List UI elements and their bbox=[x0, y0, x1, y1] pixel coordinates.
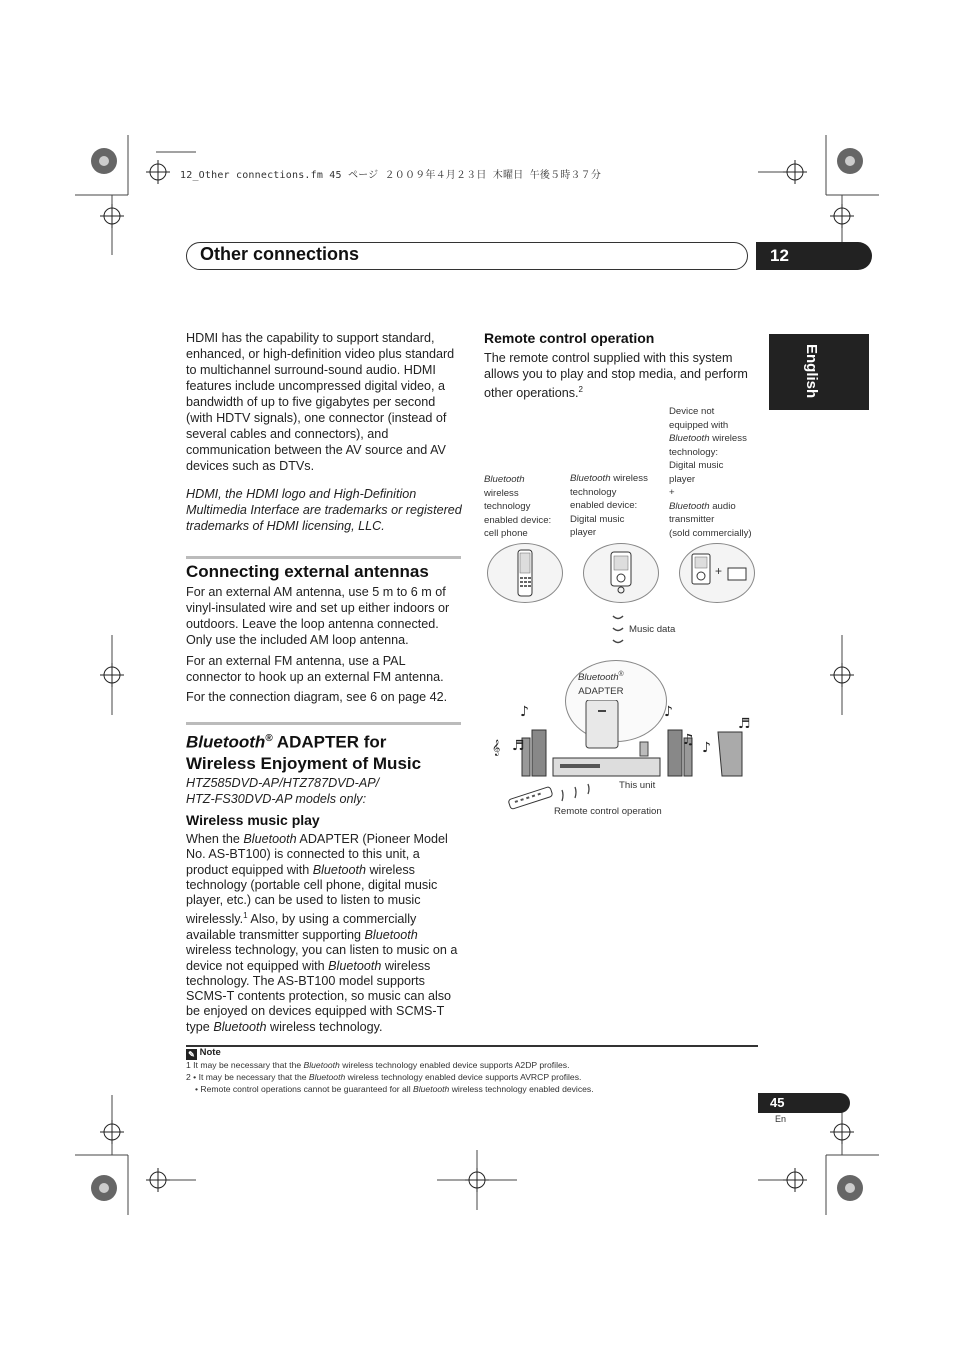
speaker-icon bbox=[668, 730, 682, 776]
bluetooth-term: Bluetooth bbox=[303, 1060, 340, 1070]
file-info-line: 12_Other connections.fm 45 ページ ２００９年４月２３日 木曜日 午後５時３７分 bbox=[180, 170, 602, 181]
wireless-text: ADAPTER (Pioneer Model No. AS-BT100) is connected to this unit, a product equipped with bbox=[186, 832, 448, 877]
footnote-text: wireless technology enabled device supports AVRCP profiles. bbox=[345, 1072, 582, 1082]
footnote-3 bbox=[195, 1084, 594, 1094]
wireless-text: Also, by using a commercially available transmitter supporting bbox=[186, 912, 417, 942]
footnote-ref: 2 bbox=[578, 385, 583, 394]
device1-label bbox=[484, 473, 551, 541]
wireless-heading: Wireless music play bbox=[186, 812, 320, 828]
footnote-1 bbox=[186, 1060, 569, 1070]
footnote-text: wireless technology enabled devices. bbox=[449, 1084, 594, 1094]
bluetooth-term: Bluetooth bbox=[213, 1019, 267, 1034]
label-line: transmitter bbox=[669, 514, 715, 525]
chapter-number: 12 bbox=[770, 246, 789, 265]
antennas-heading: Connecting external antennas bbox=[186, 562, 429, 581]
cell-phone-icon bbox=[488, 544, 562, 602]
hdmi-section bbox=[186, 330, 462, 542]
label-line: technology: bbox=[669, 446, 719, 458]
bluetooth-term: Bluetooth bbox=[364, 927, 418, 942]
footnote-number: 1 bbox=[186, 1060, 191, 1070]
antennas-para-2: For an external FM antenna, use a PAL connector to hook up an external FM antenna. bbox=[186, 654, 444, 684]
label-line: enabled device: bbox=[570, 500, 638, 511]
label-line: player bbox=[570, 527, 597, 538]
bluetooth-term: Bluetooth bbox=[308, 1072, 346, 1082]
label-line: wireless bbox=[709, 433, 747, 444]
subwoofer-icon bbox=[718, 732, 742, 776]
page-number: 45 bbox=[770, 1095, 785, 1110]
remote-paragraph bbox=[484, 350, 760, 401]
wireless-text: wireless technology. bbox=[266, 1019, 383, 1034]
footnote-text: It may be necessary that the bbox=[193, 1060, 304, 1070]
device2-label bbox=[570, 472, 648, 540]
speaker-icon bbox=[532, 730, 546, 776]
label-line: Digital music bbox=[570, 513, 625, 525]
wireless-text: When the bbox=[186, 832, 244, 846]
label-line: (sold commercially) bbox=[669, 527, 752, 539]
models-line-2: HTZ-FS30DVD-AP models only: bbox=[186, 792, 367, 806]
wireless-text: wireless technology (portable cell phone, digital music player, etc.) can be used to listen to music wirelessly. bbox=[186, 862, 438, 927]
wireless-text: wireless technology. The AS-BT100 model supports SCMS-T contents protection, so music can also be enjoyed on devices equipped with SCMS-T type bbox=[186, 958, 452, 1034]
plus-sign: + bbox=[715, 564, 723, 578]
bluetooth-term: Bluetooth bbox=[243, 832, 297, 846]
label-line: player bbox=[669, 473, 696, 485]
antennas-para-3: For the connection diagram, see 6 on page 42. bbox=[186, 690, 448, 704]
page-title: Other connections bbox=[200, 244, 360, 264]
footnote-number: 2 bbox=[186, 1072, 191, 1082]
svg-text:♫: ♫ bbox=[682, 732, 695, 748]
antennas-para-1: For an external AM antenna, use 5 m to 6 m of vinyl-insulated wire and set up either indoors or outdoors. Leave the loop antenna connected. Only use the included AM loop antenna. bbox=[186, 585, 450, 647]
music-player-circle bbox=[583, 543, 659, 603]
device3-label bbox=[669, 405, 752, 540]
bluetooth-heading bbox=[186, 728, 466, 774]
svg-text:♬: ♬ bbox=[738, 716, 751, 732]
label-line: Digital music bbox=[669, 460, 724, 471]
svg-text:♪: ♪ bbox=[702, 740, 711, 756]
bluetooth-term: Bluetooth bbox=[413, 1084, 450, 1094]
footnote-text: wireless technology enabled device supports A2DP profiles. bbox=[339, 1060, 570, 1070]
svg-text:♪: ♪ bbox=[664, 704, 673, 720]
footnote-ref: 1 bbox=[243, 911, 248, 921]
label-line: cell phone bbox=[484, 528, 528, 539]
bluetooth-term: Bluetooth bbox=[312, 862, 366, 877]
label-line: wireless bbox=[484, 487, 519, 499]
cell-phone-circle bbox=[487, 543, 563, 603]
label-line: Bluetooth bbox=[669, 433, 710, 444]
label-line: equipped with bbox=[669, 419, 729, 431]
signal-chevrons-icon bbox=[606, 612, 630, 652]
hdmi-trademark: HDMI, the HDMI logo and High-Definition Multimedia Interface are trademarks or registered trademarks of HDMI licensing, LLC. bbox=[186, 487, 462, 533]
note-pencil-icon: ✎ bbox=[186, 1049, 197, 1060]
section-divider bbox=[186, 722, 461, 725]
footnote-2 bbox=[186, 1072, 581, 1082]
label-line: Device not bbox=[669, 406, 715, 417]
footnote-text: • Remote control operations cannot be guaranteed for all bbox=[195, 1084, 413, 1094]
remote-heading: Remote control operation bbox=[484, 330, 655, 346]
bluetooth-term: Bluetooth bbox=[328, 958, 382, 973]
music-player-icon bbox=[584, 544, 658, 602]
wireless-paragraph bbox=[186, 832, 462, 1035]
footnote-text: • It may be necessary that the bbox=[193, 1072, 309, 1082]
registered-mark: ® bbox=[618, 671, 624, 678]
adapter-label-line: Bluetooth bbox=[578, 672, 619, 684]
wireless-text: wireless technology, you can listen to music on a device not equipped with bbox=[186, 943, 458, 973]
models-note bbox=[186, 775, 462, 807]
page-number-tab bbox=[758, 1093, 850, 1113]
hdmi-paragraph: HDMI has the capability to support standard, enhanced, or high-definition video plus standard to multichannel surround-sound audio. HDMI features include uncompressed digital video, a bandwidth of up to five gigabytes per second (with HDTV signals), one connector (instead of several cables and connectors), and communication between the AV source and AV devices such as DTVs. bbox=[186, 331, 455, 473]
label-line: + bbox=[669, 487, 675, 498]
player-transmitter-circle bbox=[679, 543, 755, 603]
note-divider bbox=[186, 1045, 758, 1047]
label-line: technology bbox=[570, 486, 617, 498]
adapter-device-icon bbox=[586, 700, 618, 748]
chapter-tab bbox=[756, 242, 872, 270]
label-line: technology bbox=[484, 501, 531, 512]
label-line: Bluetooth bbox=[484, 474, 525, 485]
bluetooth-heading-rest-1: ADAPTER for bbox=[272, 732, 387, 752]
label-line: enabled device: bbox=[484, 514, 552, 526]
system-illustration bbox=[490, 700, 760, 820]
language-code: En bbox=[775, 1114, 787, 1124]
svg-text:𝄞: 𝄞 bbox=[492, 740, 501, 756]
svg-text:♬: ♬ bbox=[512, 738, 525, 754]
svg-text:♪: ♪ bbox=[520, 704, 529, 720]
antennas-section bbox=[186, 584, 462, 713]
label-line: wireless bbox=[610, 473, 648, 484]
registered-mark: ® bbox=[265, 733, 273, 744]
music-data-label: Music data bbox=[629, 624, 676, 635]
bluetooth-heading-rest-2: Wireless Enjoyment of Music bbox=[186, 753, 422, 773]
label-line: Bluetooth bbox=[570, 473, 611, 484]
language-tab bbox=[769, 334, 869, 410]
label-line: Bluetooth bbox=[669, 500, 710, 512]
note-heading-text: Note bbox=[199, 1047, 221, 1058]
bluetooth-heading-italic: Bluetooth bbox=[186, 732, 266, 752]
remote-operation-label: Remote control operation bbox=[554, 806, 662, 817]
adapter-label bbox=[578, 668, 624, 698]
models-line-1: HTZ585DVD-AP/HTZ787DVD-AP/ bbox=[186, 776, 380, 790]
adapter-label-line: ADAPTER bbox=[578, 685, 624, 697]
remote-control-icon bbox=[508, 786, 553, 809]
label-line: audio bbox=[709, 500, 736, 512]
this-unit-label: This unit bbox=[619, 780, 656, 791]
language-label: English bbox=[803, 344, 820, 399]
remote-text: The remote control supplied with this system allows you to play and stop media, and perform other operations. bbox=[484, 351, 748, 401]
note-heading bbox=[186, 1047, 221, 1060]
section-divider bbox=[186, 556, 461, 559]
